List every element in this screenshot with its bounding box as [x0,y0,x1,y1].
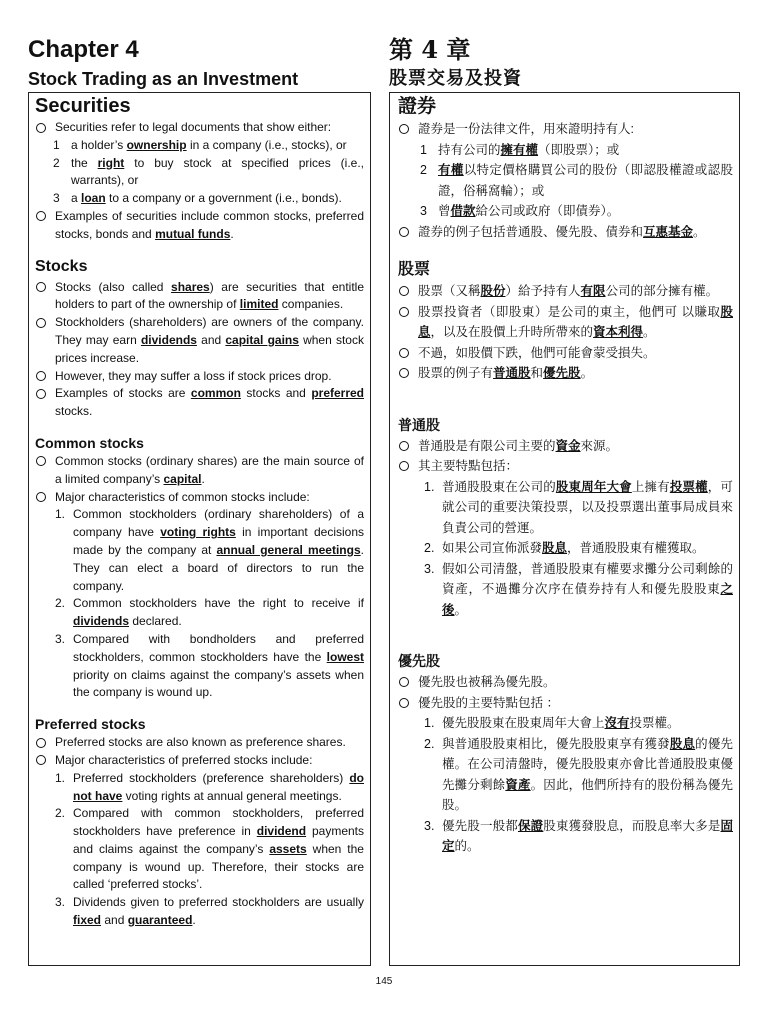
list-item: 股票投資者（即股東）是公司的東主，他們可 以賺取股息，以及在股價上升時所帶來的資本利得。 [398,302,733,343]
english-column [28,36,371,966]
chapter-subtitle: Stock Trading as an Investment [28,69,299,89]
list-item: Stockholders (shareholders) are owners of the company. They may earn dividends and capital gains when stock prices increase. [35,314,364,367]
key-term: ownership [126,137,187,152]
key-term: loan [81,191,106,206]
key-term: 保證 [517,818,544,833]
key-term: 擁有權 [500,142,539,157]
key-term: dividend [256,824,307,839]
chapter-subtitle-zh: 股票交易及投資 [389,68,522,89]
key-term: dividends [73,614,130,629]
key-term: capital gains [225,332,299,347]
stocks-heading: Stocks [35,257,88,275]
key-term: 股息 [542,541,568,555]
key-term: dividends [140,332,197,347]
key-term: 資產 [505,777,531,792]
list-item: 其主要特點包括： [398,456,733,477]
chapter-heading: Chapter 4 [28,36,139,63]
list-item: 2. 如果公司宣佈派發股息，普通股股東有權獲取。 [424,541,705,555]
key-term: right [97,155,125,170]
key-term: fixed [73,913,102,928]
chinese-column [389,36,740,966]
key-term: 固定 [442,818,733,853]
list-item: 股票的例子有普通股和優先股。 [398,363,733,384]
common-stocks-heading: Common stocks [35,434,144,451]
key-term: 股息 [418,304,733,339]
list-item: Major characteristics of preferred stocks include: [35,752,364,770]
key-term: 之後 [442,582,733,617]
key-term: 優先股 [543,366,581,380]
list-item: 2 有權以特定價格購買公司的股份（即認股權證或認股證，俗稱窩輪）；或 [420,163,733,198]
list-item: 證券的例子包括普通股、優先股、債券和互惠基金。 [398,222,733,243]
key-term: mutual funds [155,226,231,241]
key-term: 股份 [480,284,506,298]
key-term: voting rights [160,525,236,540]
list-item: 優先股也被稱為優先股。 [398,672,733,693]
list-item: Stocks (also called shares) are securities that entitle holders to part of the ownership of limited companies. [35,279,364,315]
list-item: 1. Preferred stockholders (preference shareholders) do not have voting rights at annual general meetings. [55,770,364,803]
list-item: 1. 普通股股東在公司的股東周年大會上擁有投票權，可就公司的重要決策投票，以及投票選出董事局成員來負責公司的營運。 [424,479,733,535]
preferred-stocks-heading-zh: 優先股 [398,654,440,670]
list-item: 股票（又稱股份）給予持有人有限公司的部分擁有權。 [398,281,733,302]
list-item: Major characteristics of common stocks include: [35,489,364,507]
list-item: Preferred stocks are also known as preference shares. [35,734,364,752]
list-item: Securities refer to legal documents that show either: [35,119,364,137]
key-term: preferred [311,386,364,401]
list-item: 1. 優先股股東在股東周年大會上沒有投票權。 [424,716,680,730]
list-item: 1. Common stockholders (ordinary shareholders) of a company have voting rights in important decisions made by the company at annual general meetings. They can elect a board of directors to run the company. [55,507,364,593]
key-term: 股息 [669,736,696,751]
list-item: 3. 優先股一般都保證股東獲發股息，而股息率大多是固定的。 [424,818,733,853]
list-item: Examples of securities include common stocks, preferred stocks, bonds and mutual funds. [35,208,364,244]
content-box-zh [389,92,740,966]
key-term: 投票權 [669,479,708,494]
key-term: common [190,386,241,401]
content-box [28,92,371,966]
list-item: 1 持有公司的擁有權（即股票）；或 [420,142,620,157]
common-stocks-heading-zh: 普通股 [398,417,440,434]
list-item: 1 a holder’s ownership in a company (i.e., stocks), or [53,137,347,152]
key-term: 普通股 [493,366,531,380]
list-item: 2. 與普通股股東相比，優先股股東享有獲發股息的優先權。在公司清盤時，優先股股東亦會比普通股股東優先攤分剩餘資產。因此，他們所持有的股份稱為優先股。 [424,736,733,812]
key-term: do not have [73,770,364,803]
list-item: 優先股的主要特點包括 ： [398,693,733,714]
key-term: shares [171,279,210,294]
key-term: assets [269,841,307,856]
list-item: 不過，如股價下跌，他們可能會蒙受損失。 [398,343,733,364]
key-term: capital [163,471,202,486]
key-term: annual general meetings [216,542,361,557]
list-item: 普通股是有限公司主要的資金來源。 [398,436,733,457]
securities-heading-zh: 證券 [398,95,437,117]
key-term: 有權 [438,163,464,177]
list-item: 3. 假如公司清盤，普通股股東有權要求攤分公司剩餘的資產，不過攤分次序在債券持有人和優先股股東之後。 [424,561,733,617]
stocks-heading-zh: 股票 [398,259,431,278]
list-item: 3. Compared with bondholders and preferred stockholders, common stockholders have the lowest priority on claims against the company’s assets when the company is wound up. [55,631,364,700]
key-term: 資本利得 [593,325,644,339]
list-item: 2. Common stockholders have the right to receive if dividends declared. [55,596,364,629]
key-term: guaranteed [127,913,193,928]
list-item: 證券是一份法律文件，用來證明持有人: [398,119,733,140]
chapter-heading-zh: 第 4 章 [389,35,471,64]
list-item: However, they may suffer a loss if stock prices drop. [35,368,364,386]
key-term: 有限 [580,284,606,298]
list-item: 3 曾借款給公司或政府（即債券）。 [420,204,620,218]
list-item: Common stocks (ordinary shares) are the main source of a limited company’s capital. [35,453,364,489]
securities-heading: Securities [35,95,131,117]
key-term: 股東周年大會 [555,479,632,494]
list-item: 2. Compared with common stockholders, preferred stockholders have preference in dividend payments and claims against the company’s assets when the company is wound up. Therefore, their stocks are called ‘preferred stocks’. [55,806,365,892]
key-term: 資金 [555,438,581,453]
list-item: Examples of stocks are common stocks and preferred stocks. [35,385,364,421]
key-term: 沒有 [604,716,630,730]
key-term: limited [239,297,279,312]
page-number: 145 [375,976,393,987]
list-item: 3. Dividends given to preferred stockholders are usually fixed and guaranteed. [55,895,364,928]
key-term: lowest [326,649,364,664]
preferred-stocks-heading: Preferred stocks [35,716,146,733]
list-item: 2 the right to buy stock at specified prices (i.e., warrants), or [53,155,365,188]
key-term: 互惠基金 [643,224,694,239]
list-item: 3 a loan to a company or a government (i.e., bonds). [53,191,342,206]
key-term: 借款 [450,204,476,218]
